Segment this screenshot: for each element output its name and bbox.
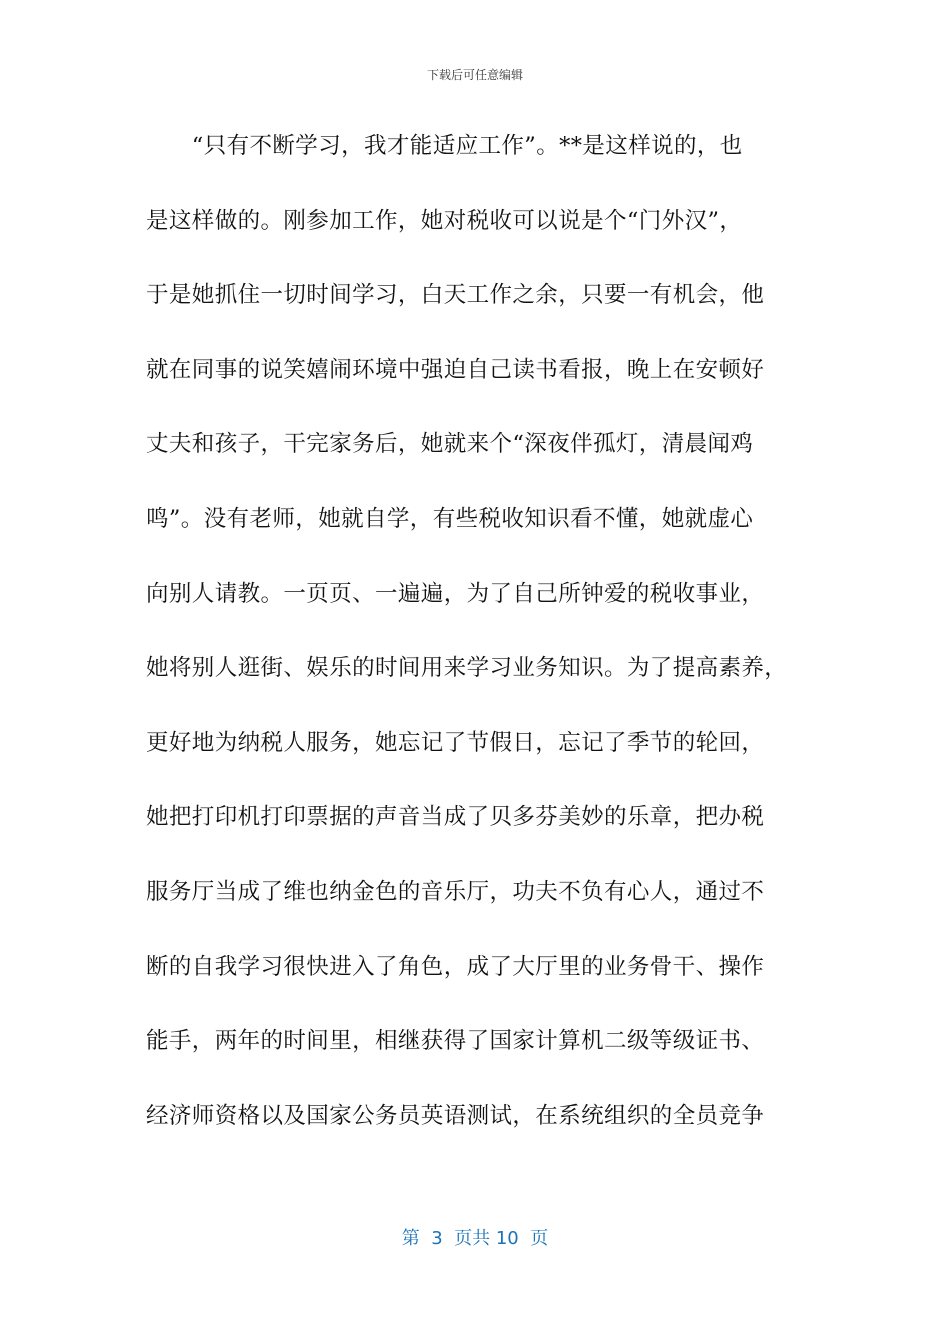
- text-line: 更好地为纳税人服务，她忘记了节假日，忘记了季节的轮回，: [146, 729, 765, 756]
- text-line: 断的自我学习很快进入了角色，成了大厅里的业务骨干、操作: [146, 953, 765, 980]
- text-line: 她将别人逛街、娱乐的时间用来学习业务知识。为了提高素养，: [146, 655, 788, 682]
- text-line: 于是她抓住一切时间学习，白天工作之余，只要一有机会，他: [146, 282, 765, 309]
- document-body: [146, 120, 816, 1164]
- text-line: 向别人请教。一页页、一遍遍，为了自己所钟爱的税收事业，: [146, 580, 765, 607]
- text-line: 她把打印机打印票据的声音当成了贝多芬美妙的乐章，把办税: [146, 804, 765, 831]
- text-line: 就在同事的说笑嬉闹环境中强迫自己读书看报，晚上在安顿好: [146, 356, 765, 383]
- page-number: 第 3 页共 10 页: [401, 1228, 549, 1249]
- text-line: “只有不断学习，我才能适应工作”。**是这样说的，也: [146, 133, 743, 159]
- text-line: 能手，两年的时间里，相继获得了国家计算机二级等级证书、: [146, 1028, 765, 1055]
- text-line: 鸣”。没有老师，她就自学，有些税收知识看不懂，她就虚心: [146, 505, 754, 532]
- header-note: 下载后可任意编辑: [426, 68, 523, 82]
- text-line: 经济师资格以及国家公务员英语测试，在系统组织的全员竞争: [146, 1102, 765, 1129]
- text-line: 丈夫和孩子，干完家务后，她就来个“深夜伴孤灯，清晨闻鸡: [146, 431, 754, 458]
- text-line: 服务厅当成了维也纳金色的音乐厅，功夫不负有心人，通过不: [146, 878, 765, 905]
- text-line: 是这样做的。刚参加工作，她对税收可以说是个“门外汉”，: [146, 207, 743, 234]
